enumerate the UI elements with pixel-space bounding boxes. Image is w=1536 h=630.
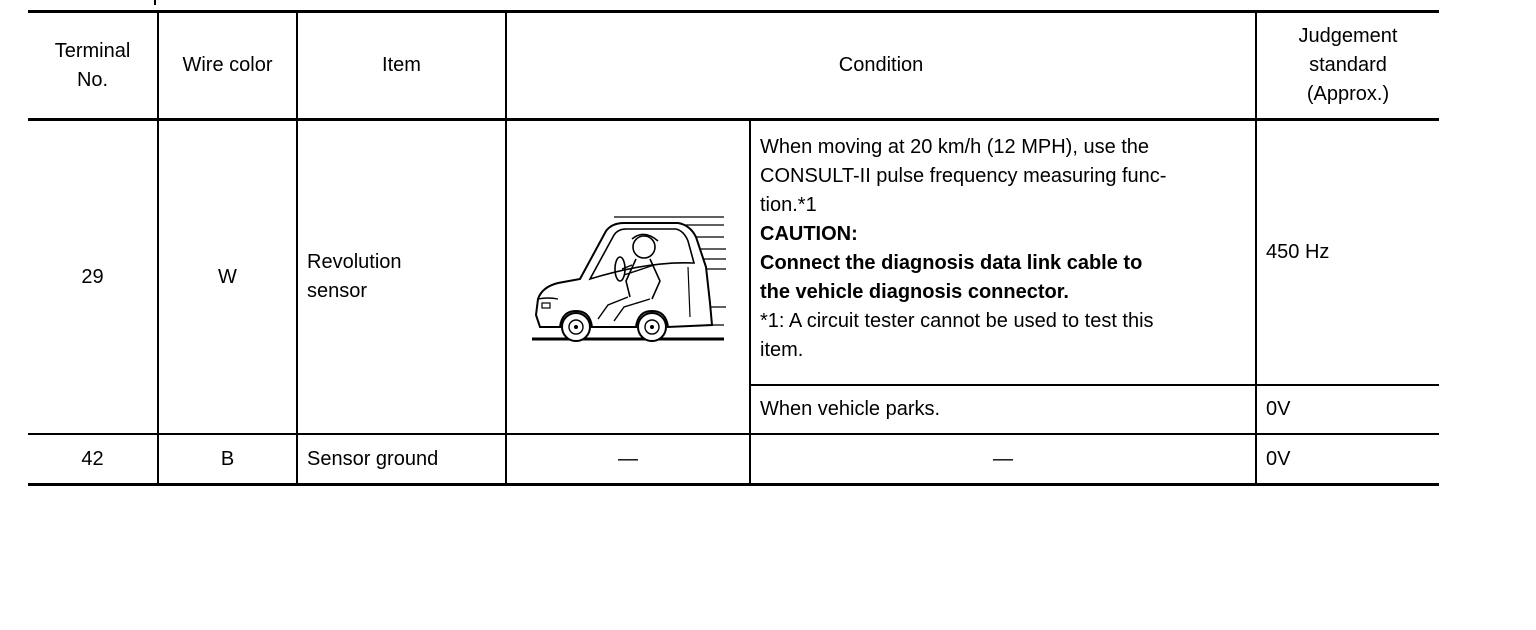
caution-title: CAUTION: — [760, 223, 858, 245]
item-line1: Revolution — [307, 251, 402, 273]
header-item: Item — [297, 12, 506, 120]
note-line: *1: A circuit tester cannot be used to test this — [760, 310, 1154, 332]
wire-color-cell: W — [158, 120, 297, 435]
header-judgement-line1: Judgement — [1298, 25, 1398, 47]
item-line2: sensor — [307, 280, 368, 302]
condition-moving-cell — [750, 120, 1256, 386]
table-row-terminal-42 — [28, 434, 1439, 485]
condition-line: tion.*1 — [760, 194, 817, 216]
condition-line: CONSULT-II pulse frequency measuring func- — [760, 165, 1167, 187]
header-judgement — [1256, 12, 1439, 120]
header-wire-color: Wire color — [158, 12, 297, 120]
judgement-moving-cell: 450 Hz — [1256, 120, 1439, 386]
condition-parked-cell: When vehicle parks. — [750, 385, 1256, 434]
terminal-spec-table — [28, 10, 1439, 486]
header-terminal-no — [28, 12, 158, 120]
header-condition: Condition — [506, 12, 1256, 120]
header-judgement-line3: (Approx.) — [1306, 83, 1390, 105]
note-line: item. — [760, 339, 804, 361]
item-cell: Sensor ground — [297, 434, 506, 485]
terminal-no-cell: 29 — [28, 120, 158, 435]
caution-line: Connect the diagnosis data link cable to — [760, 252, 1143, 274]
judgement-parked-cell: 0V — [1256, 385, 1439, 434]
caution-line: the vehicle diagnosis connector. — [760, 281, 1069, 303]
wire-color-cell: B — [158, 434, 297, 485]
condition-line: When moving at 20 km/h (12 MPH), use the — [760, 136, 1150, 158]
condition-dash-cell: — — [750, 434, 1256, 485]
header-judgement-line2: standard — [1309, 54, 1387, 76]
header-terminal-line1: Terminal — [54, 39, 131, 62]
header-terminal-line2: No. — [76, 68, 109, 91]
illustration-cell — [506, 120, 750, 435]
illustration-dash-cell: — — [506, 434, 750, 485]
moving-car-with-driver-icon — [528, 207, 728, 347]
table-row-terminal-29 — [28, 120, 1439, 386]
header-row — [28, 12, 1439, 120]
item-cell — [297, 120, 506, 435]
corner-tick-mark — [154, 0, 156, 5]
judgement-cell: 0V — [1256, 434, 1439, 485]
terminal-no-cell: 42 — [28, 434, 158, 485]
